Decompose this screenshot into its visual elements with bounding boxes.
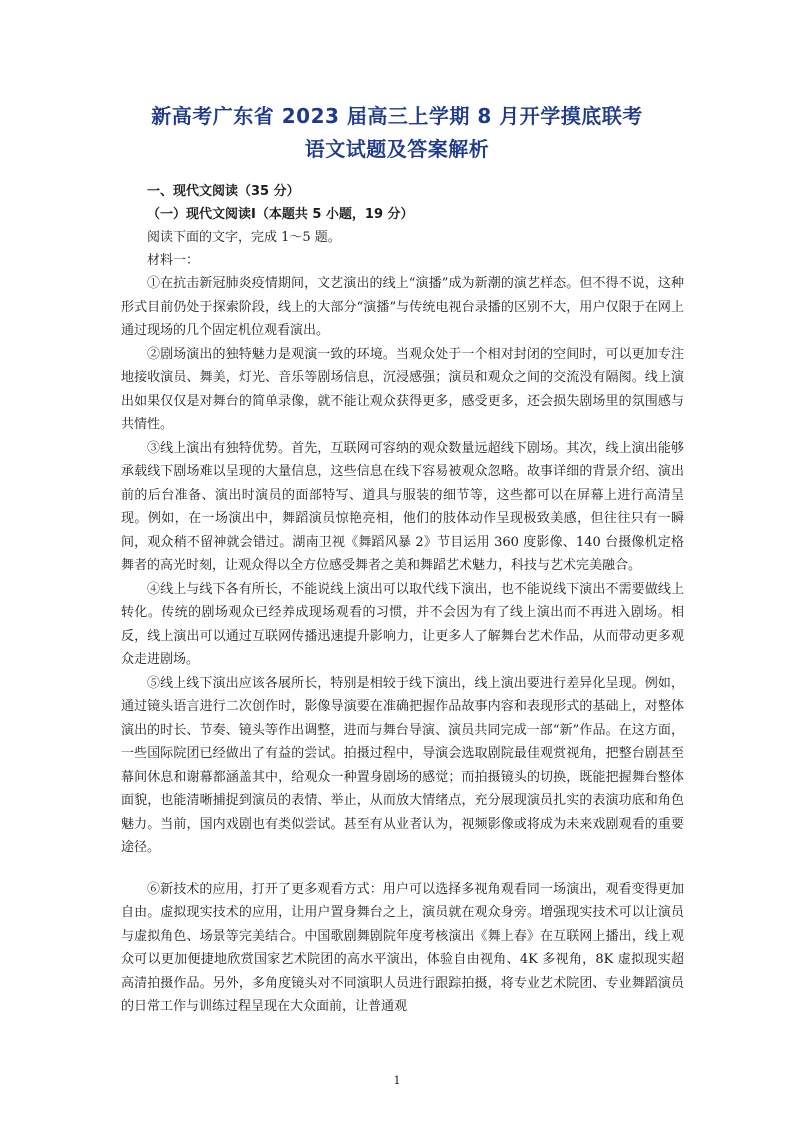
document-body bbox=[121, 180, 684, 1019]
document-title-line2: 语文试题及答案解析 bbox=[304, 137, 490, 161]
paragraph-5: ⑤线上线下演出应该各展所长，特别是相较于线下演出，线上演出要进行差异化呈现。例如，通过镜头语言进行二次创作时，影像导演要在准确把握作品故事内容和表现形式的基础上，对整体演出的时长、节奏、镜头等作出调整，进而与舞台导演、演员共同完成一部“新”作品。在这方面，一些国际院团已经做出了有益的尝试。拍摄过程中，导演会选取剧院最佳观赏视角，把整台剧甚至幕间休息和谢幕都涵盖其中，给观众一种置身剧场的感觉；而拍摄镜头的切换，既能把握舞台整体面貌，也能清晰捕捉到演员的表情、举止，从而放大情绪点，充分展现演员扎实的表演功底和角色魅力。当前，国内戏剧也有类似尝试。甚至有从业者认为，视频影像或将成为未来戏剧观看的重要途径。 bbox=[121, 675, 684, 855]
reading-instruction: 阅读下面的文字，完成 1～5 题。 bbox=[147, 230, 341, 245]
paragraph-3: ③线上演出有独特优势。首先，互联网可容纳的观众数量远超线下剧场。其次，线上演出能够承载线下剧场难以呈现的大量信息，这些信息在线下容易被观众忽略。故事详细的背景介绍、演出前的后台准备、演出时演员的面部特写、道具与服装的细节等，这些都可以在屏幕上进行高清呈现。例如，在一场演出中，舞蹈演员惊艳亮相，他们的肢体动作呈现极致美感，但往往只有一瞬间，观众稍不留神就会错过。湖南卫视《舞蹈风暴 2》节目运用 360 度影像、140 台摄像机定格舞者的高光时刻，让观众得以全方位感受舞者之美和舞蹈艺术魅力，科技与艺术完美融合。 bbox=[121, 440, 684, 573]
paragraph-2: ②剧场演出的独特魅力是观演一致的环境。当观众处于一个相对封闭的空间时，可以更加专注地接收演员、舞美，灯光、音乐等剧场信息，沉浸感强；演员和观众之间的交流没有隔阂。线上演出如果仅仅是对舞台的简单录像，就不能让观众获得更多，感受更多，还会损失剧场里的氛围感与共情性。 bbox=[121, 346, 684, 432]
paragraph-1: ①在抗击新冠肺炎疫情期间，文艺演出的线上“演播”成为新潮的演艺样态。但不得不说，这种形式目前仍处于探索阶段，线上的大部分“演播”与传统电视台录播的区别不大，用户仅限于在网上通过现场的几个固定机位观看演出。 bbox=[121, 276, 684, 338]
document-title-line1: 新高考广东省 2023 届高三上学期 8 月开学摸底联考 bbox=[151, 104, 643, 128]
paragraph-4: ④线上与线下各有所长，不能说线上演出可以取代线下演出，也不能说线下演出不需要做线上转化。传统的剧场观众已经养成现场观看的习惯，并不会因为有了线上演出而不再进入剧场。相反，线上演出可以通过互联网传播迅速提升影响力，让更多人了解舞台艺术作品，从而带动更多观众走进剧场。 bbox=[121, 581, 684, 667]
material-label: 材料一： bbox=[147, 253, 200, 268]
subsection-heading: （一）现代文阅读Ⅰ（本题共 5 小题，19 分） bbox=[147, 207, 414, 222]
section-heading: 一、现代文阅读（35 分） bbox=[147, 184, 300, 199]
paragraph-6: ⑥新技术的应用，打开了更多观看方式：用户可以选择多视角观看同一场演出，观看变得更加自由。虚拟现实技术的应用，让用户置身舞台之上，演员就在观众身旁。增强现实技术可以让演员与虚拟角色、场景等完美结合。中国歌剧舞剧院年度考核演出《舞上春》在互联网上播出，线上观众可以更加便捷地欣赏国家艺术院团的高水平演出，体验自由视角、4K 多视角，8K 虚拟现实超高清拍摄作品。另外，多角度镜头对不同演职人员进行跟踪拍摄，将专业艺术院团、专业舞蹈演员的日常工作与训练过程呈现在大众面前，让普通观 bbox=[121, 881, 684, 1014]
paragraph-gap bbox=[121, 860, 684, 878]
page-number: 1 bbox=[393, 1074, 401, 1087]
